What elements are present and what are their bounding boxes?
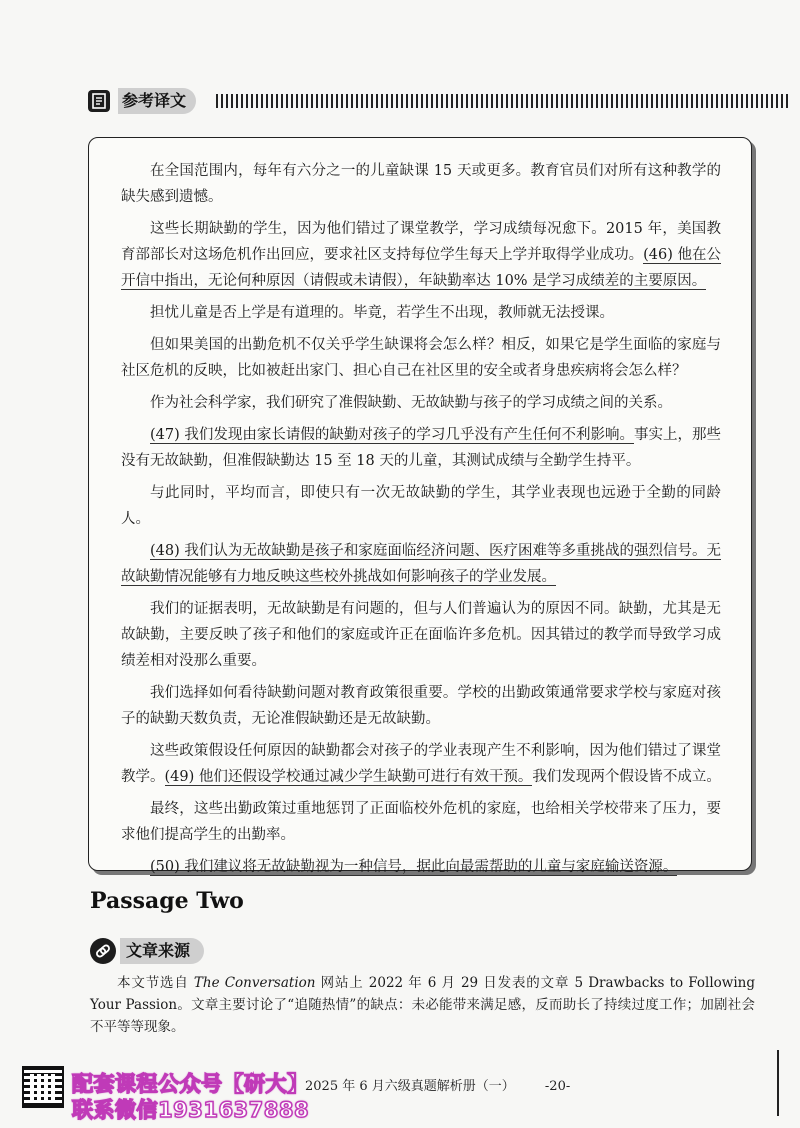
underlined-answer-46: (46) 他在公开信中指出，无论何种原因（请假或未请假），年缺勤率达 10% 是学习成绩差的主要原因。 <box>121 247 722 289</box>
source-text: 本文节选自 <box>117 975 194 991</box>
page-edge-line <box>777 1050 779 1116</box>
paragraph <box>121 538 721 590</box>
paragraph <box>121 216 721 294</box>
underlined-answer-50: (50) 我们建议将无故缺勤视为一种信号，据此向最需帮助的儿童与家庭输送资源。 <box>150 859 678 875</box>
page-footer <box>305 1075 570 1094</box>
translation-body <box>121 158 721 886</box>
document-icon <box>88 90 110 112</box>
book-title: 2025 年 6 月六级真题解析册（一） <box>305 1079 515 1094</box>
underlined-answer-48: (48) 我们认为无故缺勤是孩子和家庭面临经济问题、医疗困难等多重挑战的强烈信号。无故缺勤情况能够有力地反映这些校外挑战如何影响孩子的学业发展。 <box>121 543 721 585</box>
paragraph-text: 担忧儿童是否上学是有道理的。毕竟，若学生不出现，教师就无法授课。 <box>150 305 614 321</box>
paragraph-text: 我们发现两个假设皆不成立。 <box>532 769 721 785</box>
paragraph <box>121 158 721 210</box>
paragraph-text: 这些长期缺勤的学生，因为他们错过了课堂教学，学习成绩每况愈下。2015 年，美国教育部部长对这场危机作出回应，要求社区支持每位学生每天上学并取得学业成功。 <box>121 221 721 263</box>
paragraph-text: 最终，这些出勤政策过重地惩罚了正面临校外危机的家庭，也给相关学校带来了压力，要求他们提高学生的出勤率。 <box>121 801 721 843</box>
source-description <box>90 972 755 1038</box>
paragraph <box>121 480 721 532</box>
paragraph-text: 这些政策假设任何原因的缺勤都会对孩子的学业表现产生不利影响，因为他们错过了课堂教学。 <box>121 743 721 785</box>
paragraph <box>121 390 721 416</box>
paragraph-text: 我们选择如何看待缺勤问题对教育政策很重要。学校的出勤政策通常要求学校与家庭对孩子的缺勤天数负责，无论准假缺勤还是无故缺勤。 <box>121 685 721 727</box>
page-number: -20- <box>544 1079 571 1094</box>
qr-code <box>22 1066 64 1108</box>
underlined-answer-49: (49) 他们还假设学校通过减少学生缺勤可进行有效干预。 <box>164 769 533 785</box>
paragraph <box>121 596 721 674</box>
paragraph <box>121 738 721 790</box>
paragraph <box>121 332 721 384</box>
paragraph-text: 但如果美国的出勤危机不仅关乎学生缺课将会怎么样？相反，如果它是学生面临的家庭与社区危机的反映，比如被赶出家门、担心自己在社区里的安全或者身患疾病将会怎么样？ <box>121 337 721 379</box>
section-title: 文章来源 <box>120 938 204 964</box>
paragraph-text: 事实上，那些没有无故缺勤，但准假缺勤达 15 至 18 天的儿童，其测试成绩与全勤学生持平。 <box>121 427 722 469</box>
link-icon <box>90 938 116 964</box>
paragraph-text: 我们的证据表明，无故缺勤是有问题的，但与人们普遍认为的原因不同。缺勤，尤其是无故缺勤，主要反映了孩子和他们的家庭或许正在面临许多危机。因其错过的教学而导致学习成绩差相对没那么重要。 <box>121 601 721 669</box>
decorative-rule <box>216 94 791 108</box>
paragraph-text: 作为社会科学家，我们研究了准假缺勤、无故缺勤与孩子的学习成绩之间的关系。 <box>150 395 672 411</box>
source-publication: The Conversation <box>193 975 316 991</box>
paragraph <box>121 422 721 474</box>
watermark-line: 联系微信1931637888 <box>72 1098 310 1122</box>
paragraph <box>121 796 721 848</box>
section-header-translation <box>88 88 788 116</box>
watermark-line: 配套课程公众号【研大】 <box>72 1072 309 1096</box>
passage-title: Passage Two <box>90 888 244 914</box>
paragraph <box>121 854 721 880</box>
source-text: 网站上 2022 年 6 月 29 日发表的文章 5 Drawbacks to Following Your Passion。文章主要讨论了“追随热情”的缺点：未必能带来满足感，反而助长了持续过度工作；加剧社会不平等等现象。 <box>90 975 755 1035</box>
paragraph-text: 在全国范围内，每年有六分之一的儿童缺课 15 天或更多。教育官员们对所有这种教学的缺失感到遗憾。 <box>121 163 721 205</box>
translation-box <box>88 137 752 875</box>
paragraph-text: 与此同时，平均而言，即使只有一次无故缺勤的学生，其学业表现也远逊于全勤的同龄人。 <box>121 485 721 527</box>
paragraph <box>121 680 721 732</box>
paragraph <box>121 300 721 326</box>
section-title: 参考译文 <box>118 88 196 114</box>
underlined-answer-47: (47) 我们发现由家长请假的缺勤对孩子的学习几乎没有产生任何不利影响。 <box>150 427 634 443</box>
